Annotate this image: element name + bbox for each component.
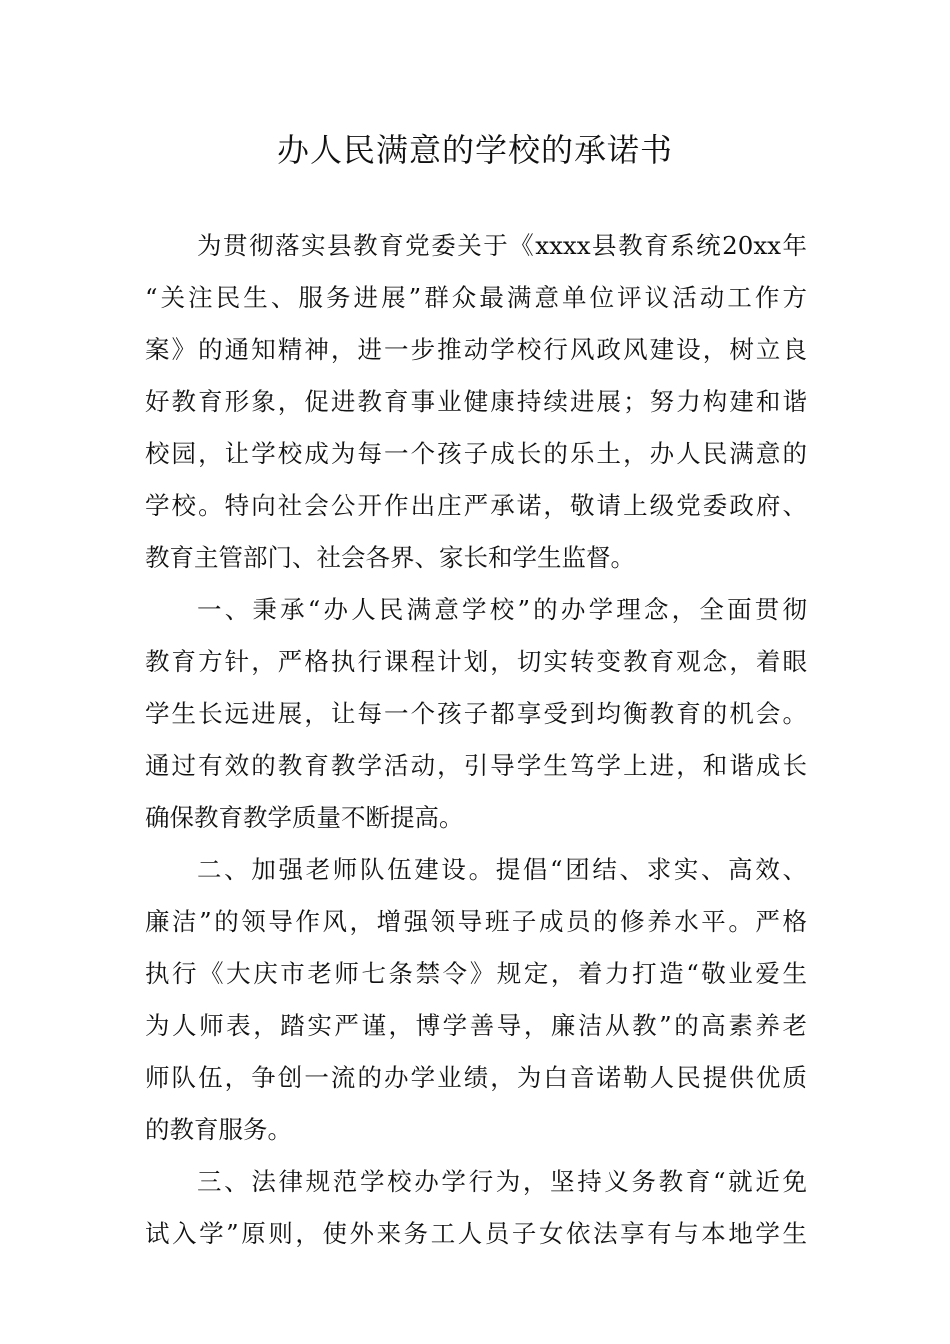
paragraph-1-line-5: 校园，让学校成为每一个孩子成长的乐土，办人民满意的 — [145, 439, 807, 468]
paragraph-1-line-7: 教育主管部门、社会各界、家长和学生监督。 — [145, 543, 635, 572]
paragraph-1-line-6: 学校。特向社会公开作出庄严承诺，敬请上级党委政府、 — [145, 491, 807, 520]
document-title: 办人民满意的学校的承诺书 — [276, 131, 673, 169]
paragraph-2-line-4: 通过有效的教育教学活动，引导学生笃学上进，和谐成长 — [145, 751, 807, 780]
paragraph-2-line-5: 确保教育教学质量不断提高。 — [145, 803, 464, 832]
paragraph-3-line-3: 执行《大庆市老师七条禁令》规定，着力打造“敬业爱生 — [145, 959, 807, 988]
paragraph-1-line-2: “关注民生、服务进展”群众最满意单位评议活动工作方 — [145, 283, 807, 312]
paragraph-2-line-3: 学生长远进展，让每一个孩子都享受到均衡教育的机会。 — [145, 699, 807, 728]
paragraph-2-line-1: 一、秉承“办人民满意学校”的办学理念，全面贯彻 — [197, 595, 807, 624]
document-body — [145, 220, 807, 1260]
paragraph-3-line-6: 的教育服务。 — [145, 1115, 292, 1144]
paragraph-4-line-1: 三、法律规范学校办学行为，坚持义务教育“就近免 — [197, 1167, 807, 1196]
paragraph-3-line-1: 二、加强老师队伍建设。提倡“团结、求实、高效、 — [197, 855, 807, 884]
paragraph-1-line-3: 案》的通知精神，进一步推动学校行风政风建设，树立良 — [145, 335, 807, 364]
paragraph-3-line-5: 师队伍，争创一流的办学业绩，为白音诺勒人民提供优质 — [145, 1063, 807, 1092]
paragraph-3-line-4: 为人师表，踏实严谨，博学善导，廉洁从教”的高素养老 — [145, 1011, 807, 1040]
paragraph-2-line-2: 教育方针，严格执行课程计划，切实转变教育观念，着眼 — [145, 647, 807, 676]
paragraph-1-line-1: 为贯彻落实县教育党委关于《xxxx县教育系统20xx年 — [197, 231, 807, 260]
paragraph-3-line-2: 廉洁”的领导作风，增强领导班子成员的修养水平。严格 — [145, 907, 807, 936]
paragraph-1-line-4: 好教育形象，促进教育事业健康持续进展；努力构建和谐 — [145, 387, 807, 416]
paragraph-4-line-2: 试入学”原则，使外来务工人员子女依法享有与本地学生 — [145, 1219, 807, 1248]
